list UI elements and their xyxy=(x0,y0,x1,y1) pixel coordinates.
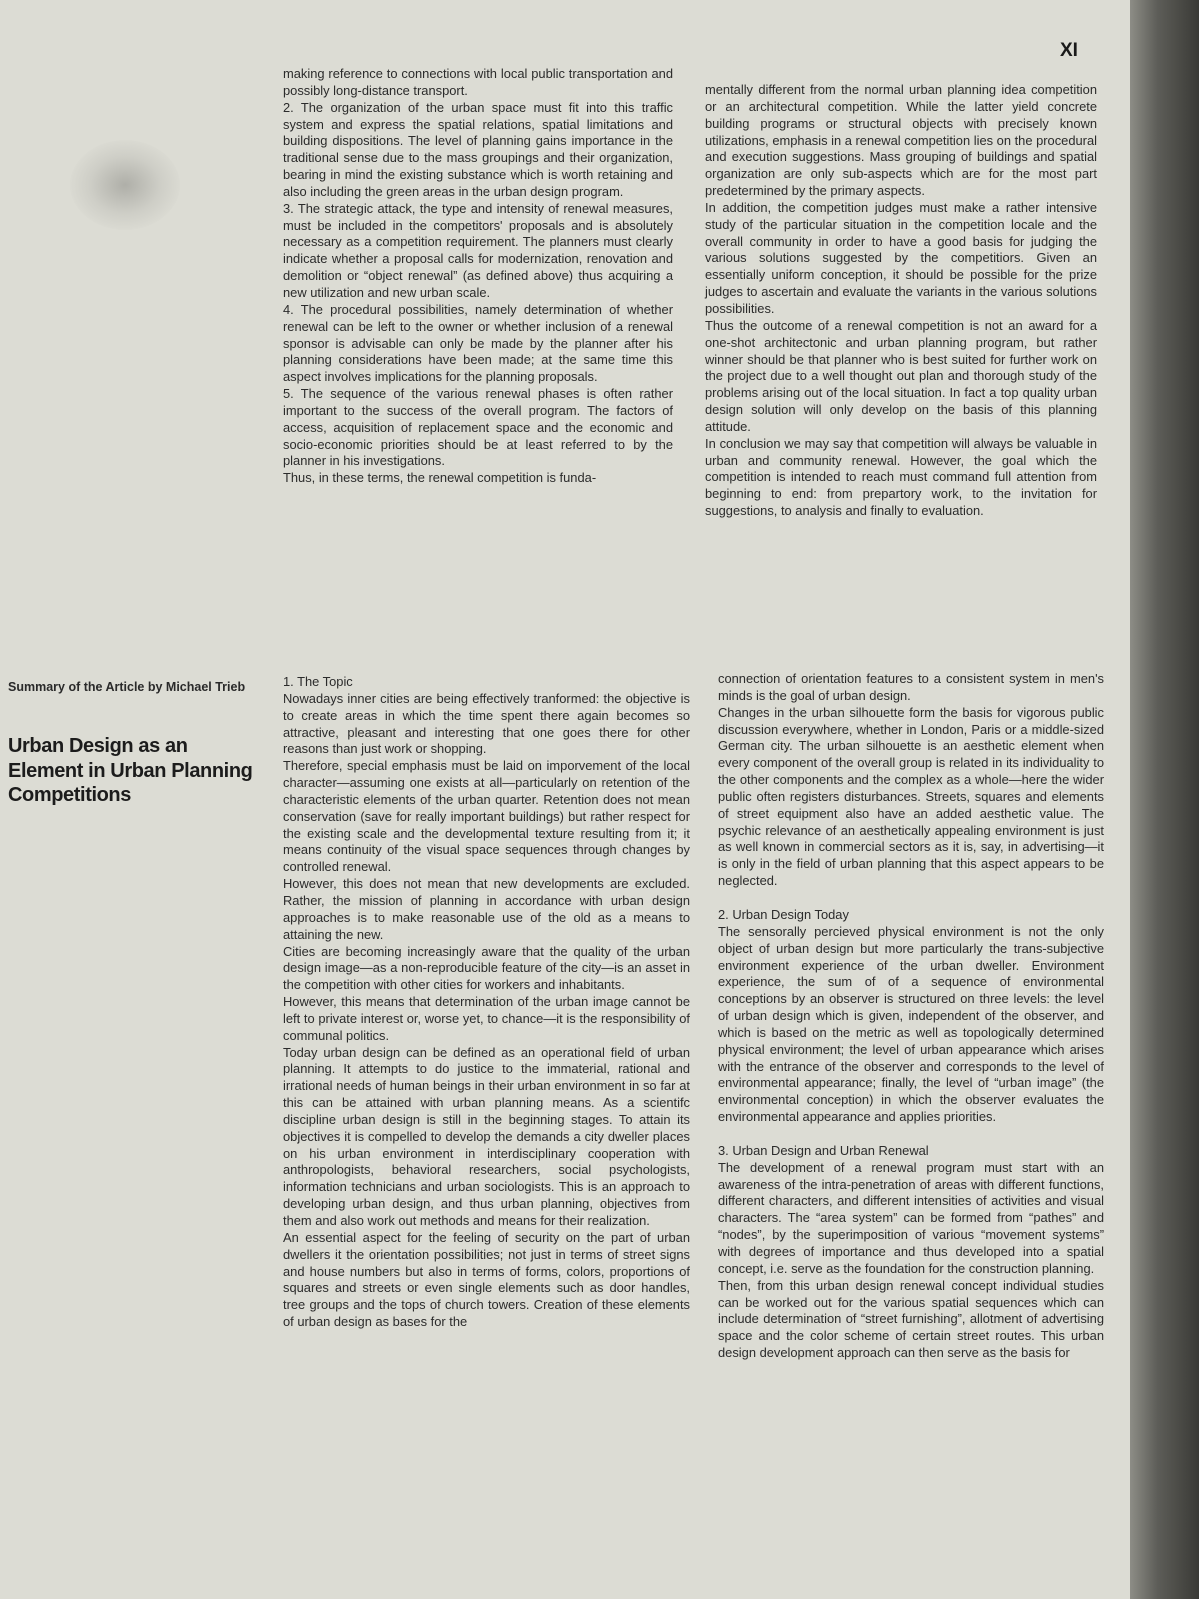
paragraph: However, this means that determination of the urban image cannot be left to private interest or, worse yet, to chance—it is the responsibility of communal politics. xyxy=(283,994,690,1043)
paragraph: 4. The procedural possibilities, namely determination of whether renewal can be left to the owner or whether inclusion of a renewal sponsor is advisable can only be made by the planner after his planning considerations have been made; at the same time this aspect involves implications for the planning proposals. xyxy=(283,301,673,385)
paragraph: Changes in the urban silhouette form the basis for vigorous public discussion everywhere, whether in London, Paris or a middle-sized German city. The urban silhouette is an aesthetic element when every component of the overall group is related in its individuality to the other components and the complex as a whole—here the wider public often registers disturbances. Streets, squares and elements of street equipment also have an added aesthetic value. The psychic relevance of an aesthetically appealing environment is just as well known in commercial sectors as it is, say, in advertising—it is only in the field of urban planning that this aspect appears to be neglected. xyxy=(718,704,1104,889)
paragraph: Cities are becoming increasingly aware that the quality of the urban design image—as a non-reproducible feature of the city—is an asset in the competition with other cities for workers and inhabitants. xyxy=(283,943,690,993)
paragraph: Thus, in these terms, the renewal competition is funda- xyxy=(283,470,597,486)
top-right-column xyxy=(705,82,1097,520)
paragraph: Then, from this urban design renewal concept individual studies can be worked out for the various spatial sequences which can include determination of “street furnishing”, allotment of advertising space and the color scheme of certain street routes. This urban design development approach can then serve as the basis for xyxy=(718,1277,1104,1361)
paragraph: mentally different from the normal urban planning idea competition or an architectural competition. While the latter yield concrete building programs or structural objects with precisely known utilizations, emphasis in a renewal competition lies on the procedural and execution suggestions. Mass grouping of buildings and spatial organization are only sub-aspects which are for the most part predetermined by the primary aspects. xyxy=(705,82,1097,199)
paragraph: However, this does not mean that new developments are excluded. Rather, the mission of planning in accordance with urban design approaches is to make reasonable use of the old as a means to attaining the new. xyxy=(283,876,690,942)
paragraph: making reference to connections with local public transportation and possibly long-distance transport. xyxy=(283,66,673,98)
paragraph: In conclusion we may say that competition will always be valuable in urban and community renewal. However, the goal which the competition is intended to reach must command full attention from beginning to end: from prepartory work, to the invitation for suggestions, to analysis and finally to evaluation. xyxy=(705,435,1097,519)
paragraph: In addition, the competition judges must make a rather intensive study of the particular situation in the competition locale and the overall community in order to have a good basis for judging the various solutions suggested by the competitiors. Given an essentially uniform conception, it should be possible for the prize judges to ascertain and evaluate the variants in the various solutions possibilities. xyxy=(705,199,1097,316)
article-title: Urban Design as an Element in Urban Planning Competitions xyxy=(8,735,253,806)
top-left-column xyxy=(283,66,673,487)
section-heading: 2. Urban Design Today xyxy=(718,906,849,922)
paragraph: The development of a renewal program must start with an awareness of the intra-penetration of areas with different functions, different characters, and different intensities of activities and visual characters. The “area system” can be formed from “pathes” and “nodes”, by the superimposition of various “movement systems” with degrees of importance and thus developed into a spatial concept, i.e. serve as the foundation for the construction planning. xyxy=(718,1159,1104,1276)
paragraph: 3. The strategic attack, the type and intensity of renewal measures, must be included in the competitors' proposals and is absolutely necessary as a competition requirement. The planners must clearly indicate whether a proposal calls for modernization, renovation and demolition or “object renewal” (as defined above) thus acquiring a new utilization and new urban scale. xyxy=(283,200,673,300)
paragraph: Thus the outcome of a renewal competition is not an award for a one-shot architectonic and urban planning program, but rather winner should be that planner who is best suited for further work on the project due to a well thought out plan and thorough study of the problems arising out of the local situation. In fact a top quality urban design solution will only develop on the basis of this planning attitude. xyxy=(705,317,1097,434)
paragraph: The sensorally percieved physical environment is not the only object of urban design but more particularly the trans-subjective environment experience of the urban dweller. Environment experience, the sum of of a sequence of environmental conceptions by an observer is structured on three levels: the level of urban design which is given, independent of the observer, and which is based on the metric as well as topologically determined physical environment; the level of urban appearance which arises with the entrance of the observer and corresponds to the level of environmental appearance; finally, the level of “urban image” (the environmental conception) in which the observer evaluates the environmental appearance and applies priorities. xyxy=(718,923,1104,1125)
paragraph: An essential aspect for the feeling of security on the part of urban dwellers it the orientation possibilities; not just in terms of street signs and house numbers but also in terms of forms, colors, proportions of squares and streets or even single elements such as door handles, tree groups and the tops of church towers. Creation of these elements of urban design as bases for the xyxy=(283,1229,690,1330)
background-edge xyxy=(1130,0,1199,1599)
bottom-left-column xyxy=(283,674,690,1331)
paragraph: 5. The sequence of the various renewal phases is often rather important to the success of the overall program. The factors of access, acquisition of replacement space and the economic and socio-economic priorities should be at least referred to by the planner in his investigations. xyxy=(283,386,673,469)
paragraph: 2. The organization of the urban space must fit into this traffic system and express the spatial relations, spatial limitations and building dispositions. The level of planning gains importance in the traditional sense due to the mass groupings and their organization, bearing in mind the existing substance which is worth retaining and also including the green areas in the urban design program. xyxy=(283,99,673,199)
section-heading: 3. Urban Design and Urban Renewal xyxy=(718,1142,929,1158)
paragraph: Therefore, special emphasis must be laid on imporvement of the local character—assuming one exists at all—particularly on retention of the characteristic elements of the urban quarter. Retention does not mean conservation (save for really important buildings) but rather respect for the existing scale and the developmental texture resulting from it; it means continuity of the visual space sequences through changes by controlled renewal. xyxy=(283,758,690,875)
paragraph: Today urban design can be defined as an operational field of urban planning. It attempts to do justice to the immaterial, rational and irrational needs of human beings in their urban environment in so far at this can be attained with urban planning means. As a scientifc discipline urban design is still in the beginning stages. To attain its objectives it is compelled to develop the demands a city dweller places on his urban environment in interdisciplinary cooperation with anthropologists, behavioral researchers, social psychologists, information technicians and urban sociologists. This is an approach to developing urban design, and thus urban planning, objectives from them and also work out methods and means for their realization. xyxy=(283,1044,690,1228)
paragraph: Nowadays inner cities are being effectively tranformed: the objective is to create areas in which the time spent there again becomes so attractive, pleasant and interesting that one goes there for other reasons than just work or shopping. xyxy=(283,690,690,757)
page-number: XI xyxy=(1060,40,1078,61)
page-stain xyxy=(70,140,180,230)
section-heading: 1. The Topic xyxy=(283,674,353,689)
bottom-right-column xyxy=(718,671,1104,1362)
paragraph: connection of orientation features to a consistent system in men's minds is the goal of urban design. xyxy=(718,671,1104,703)
summary-byline: Summary of the Article by Michael Trieb xyxy=(8,680,246,694)
